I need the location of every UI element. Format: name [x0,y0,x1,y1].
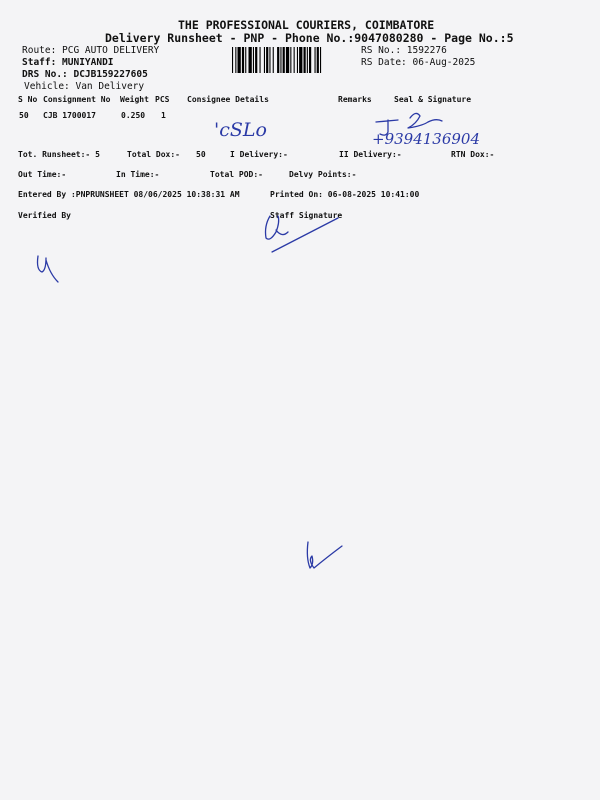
i-delivery: I Delivery:- [230,150,288,159]
barcode-bar [309,47,311,73]
staff-field: Staff: MUNIYANDI [22,57,114,68]
consignee-handwriting [210,114,300,144]
col-remarks: Remarks [338,95,372,104]
row-weight: 0.250 [121,111,146,120]
barcode-bar [277,47,279,73]
runsheet-subtitle: Delivery Runsheet - PNP - Phone No.:9047080280 - Page No.:5 [105,31,514,45]
col-sno: S No [18,95,38,104]
barcode-bar [269,47,270,73]
row-consignment: CJB 1700017 [43,111,96,120]
barcode-bar [249,47,252,73]
vehicle-field: Vehicle: Van Delivery [24,81,145,92]
printed-on: Printed On: 06-08-2025 10:41:00 [270,190,420,199]
col-consignment: Consignment No [43,95,111,104]
total-pod: Total POD:- [210,170,263,179]
row-sno: 50 [19,111,29,120]
barcode-bar [304,47,306,73]
barcode-bar [299,47,302,73]
total-dox-label: Total Dox:- [127,150,180,159]
barcode-bar [242,47,244,73]
total-dox-value: 50 [196,150,206,159]
staff-signature-scribble [258,212,348,257]
barcode-bar [286,47,289,73]
verified-by-mark [30,250,65,290]
barcode-bar [266,47,268,73]
verified-by-label: Verified By [18,211,71,220]
ii-delivery: II Delivery:- [339,150,402,159]
barcode [232,47,356,73]
barcode-bar [260,47,261,73]
rs-number: RS No.: 1592276 [361,45,447,56]
barcode-bar [245,47,246,73]
company-title: THE PROFESSIONAL COURIERS, COIMBATORE [178,18,435,32]
barcode-bar [307,47,308,73]
drs-field: DRS No.: DCJB159227605 [22,69,148,80]
col-consignee: Consignee Details [187,95,269,104]
barcode-bar [235,47,236,73]
consignee-handwriting-text: 'cSLo [214,119,267,141]
route-field: Route: PCG AUTO DELIVERY [22,45,160,56]
barcode-bar [320,47,321,73]
barcode-bar [315,47,316,73]
barcode-bar [280,47,281,73]
barcode-bar [297,47,298,73]
barcode-bar [317,47,319,73]
row-pcs: 1 [161,111,166,120]
staff-signature-label: Staff Signature [270,211,343,220]
entered-by: Entered By :PNPRUNSHEET 08/06/2025 10:38:31 AM [18,190,240,199]
barcode-bar [238,47,241,73]
col-seal-signature: Seal & Signature [394,95,472,104]
delvy-points: Delvy Points:- [289,170,357,179]
phone-handwriting-text: +9394136904 [372,130,481,148]
barcode-bar [232,47,233,73]
barcode-bar [290,47,291,73]
barcode-bar [255,47,257,73]
seal-signature-handwriting [368,108,518,150]
barcode-bar [273,47,274,73]
rtn-dox: RTN Dox:- [451,150,495,159]
barcode-bar [294,47,295,73]
barcode-bar [283,47,285,73]
barcode-bar [253,47,254,73]
bottom-scribble [298,538,348,578]
out-time: Out Time:- [18,170,67,179]
total-runsheet: Tot. Runsheet:- 5 [18,150,100,159]
in-time: In Time:- [116,170,160,179]
col-weight: Weight [120,95,149,104]
rs-date: RS Date: 06-Aug-2025 [361,57,476,68]
col-pcs: PCS [155,95,170,104]
barcode-bar [264,47,265,73]
